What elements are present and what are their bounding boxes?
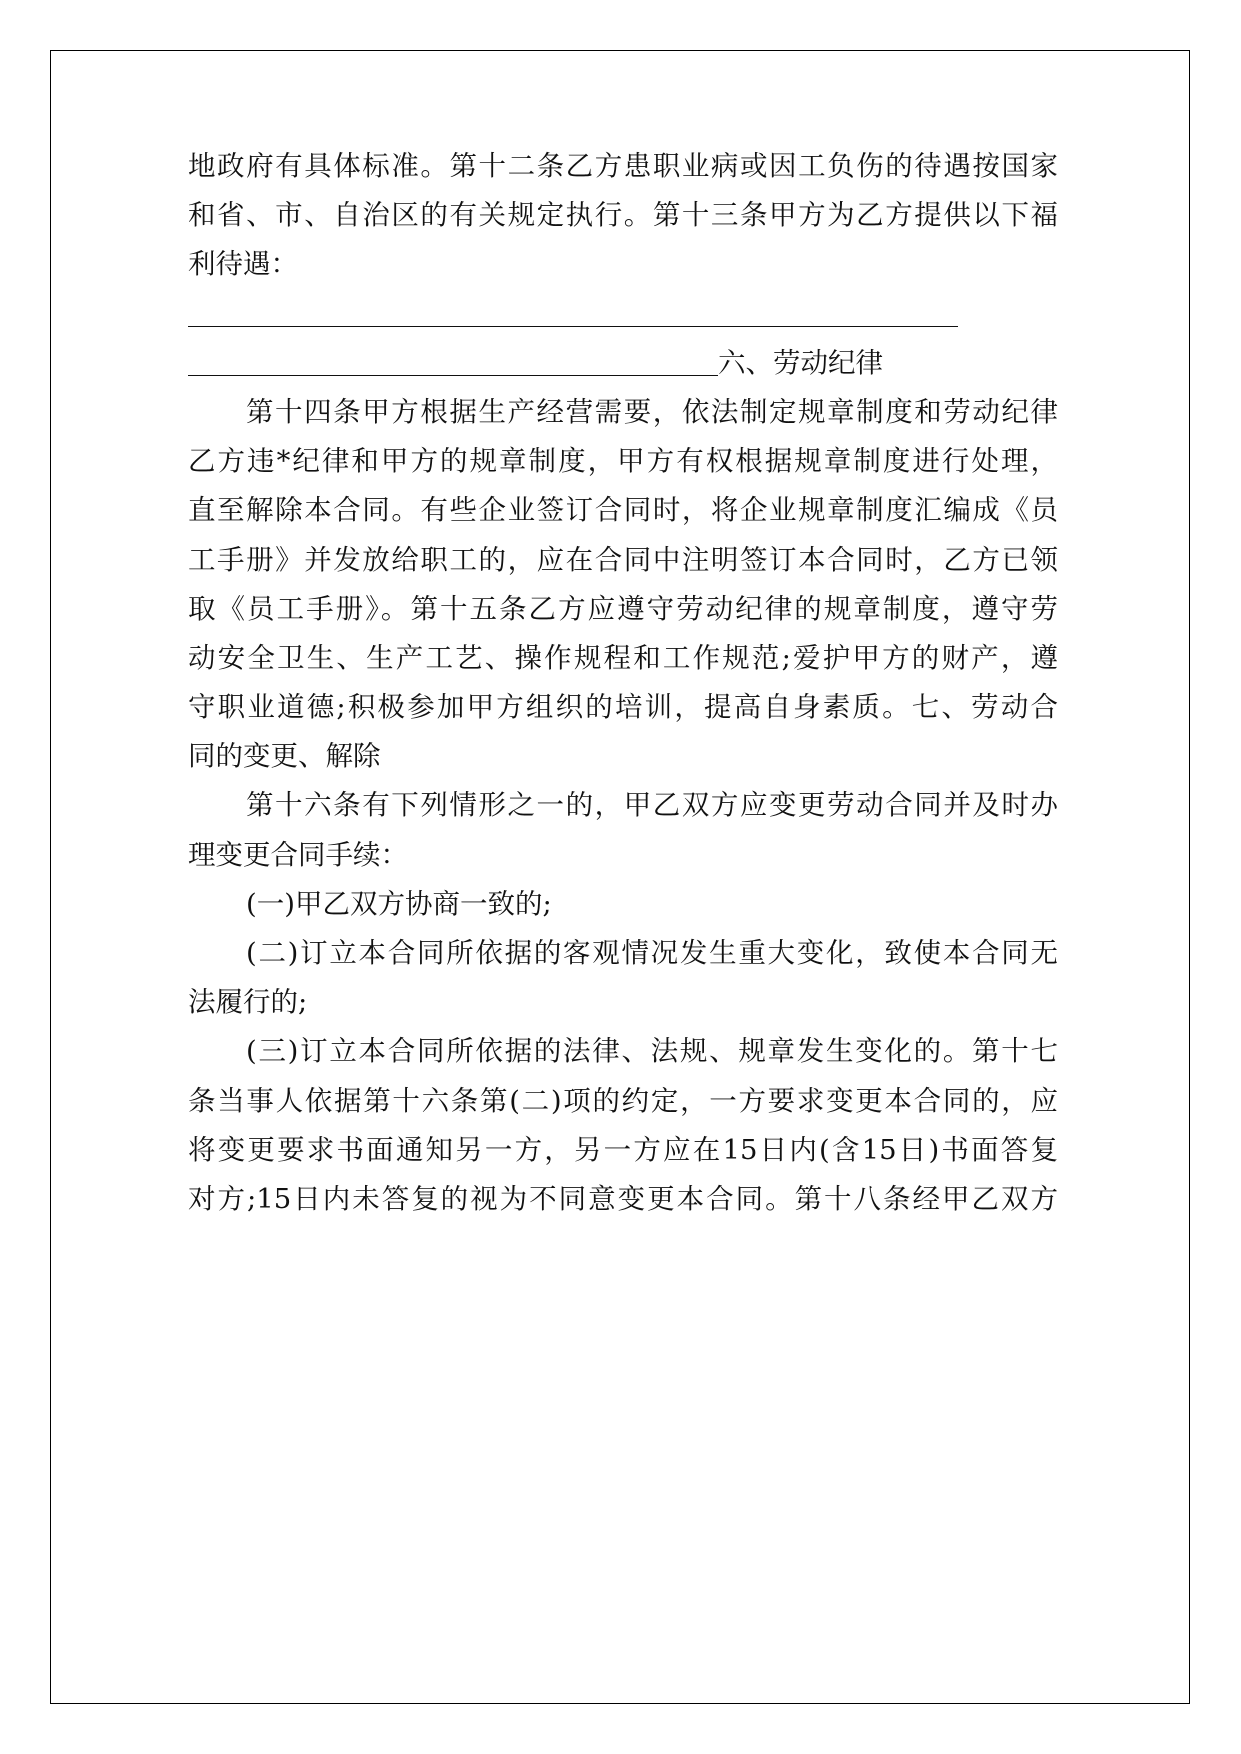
text-line: (二)订立本合同所依据的客观情况发生重大变化，致使本合同无 — [246, 937, 1058, 969]
paragraph — [188, 880, 1058, 929]
text-line: 条当事人依据第十六条第(二)项的约定，一方要求变更本合同的，应 — [188, 1084, 1058, 1117]
text-line: 利待遇： — [188, 248, 298, 281]
paragraph — [188, 142, 1058, 290]
text-line: 对方;15日内未答复的视为不同意变更本合同。第十八条经甲乙双方 — [188, 1182, 1058, 1215]
text-line: 工手册》并发放给职工的，应在合同中注明签订本合同时，乙方已领 — [188, 543, 1058, 576]
paragraph — [188, 1027, 1058, 1224]
text-line: 同的变更、解除 — [188, 740, 381, 773]
text-line: 乙方违*纪律和甲方的规章制度，甲方有权根据规章制度进行处理， — [188, 445, 1058, 478]
text-line: 理变更合同手续： — [188, 838, 408, 871]
paragraph — [188, 781, 1058, 879]
text-line: (三)订立本合同所依据的法律、法规、规章发生变化的。第十七 — [246, 1035, 1058, 1068]
paragraph — [188, 929, 1058, 1027]
text-line: 地政府有具体标准。第十二条乙方患职业病或因工负伤的待遇按国家 — [188, 150, 1058, 182]
text-line: (一)甲乙双方协商一致的; — [246, 887, 552, 920]
text-line: 将变更要求书面通知另一方，另一方应在15日内(含15日)书面答复 — [188, 1133, 1058, 1166]
underline-blank — [188, 296, 958, 327]
blank-fill-line — [188, 290, 1058, 339]
text-line: 第十六条有下列情形之一的，甲乙双方应变更劳动合同并及时办 — [246, 789, 1058, 822]
document-body — [188, 142, 1058, 1224]
text-line: 取《员工手册》。第十五条乙方应遵守劳动纪律的规章制度，遵守劳 — [188, 592, 1058, 625]
text-line: 第十四条甲方根据生产经营需要，依法制定规章制度和劳动纪律 — [246, 395, 1058, 428]
text-line: 和省、市、自治区的有关规定执行。第十三条甲方为乙方提供以下福 — [188, 199, 1058, 232]
text-line: 直至解除本合同。有些企业签订合同时，将企业规章制度汇编成《员 — [188, 494, 1058, 527]
text-line: 动安全卫生、生产工艺、操作规程和工作规范;爱护甲方的财产，遵 — [188, 641, 1058, 674]
blank-fill-line — [188, 339, 1058, 388]
text-line: 守职业道德;积极参加甲方组织的培训，提高自身素质。七、劳动合 — [188, 691, 1058, 724]
text-line: 法履行的; — [188, 986, 308, 1019]
section-heading: 六、劳动纪律 — [718, 346, 883, 379]
underline-blank — [188, 345, 718, 376]
paragraph — [188, 388, 1058, 782]
